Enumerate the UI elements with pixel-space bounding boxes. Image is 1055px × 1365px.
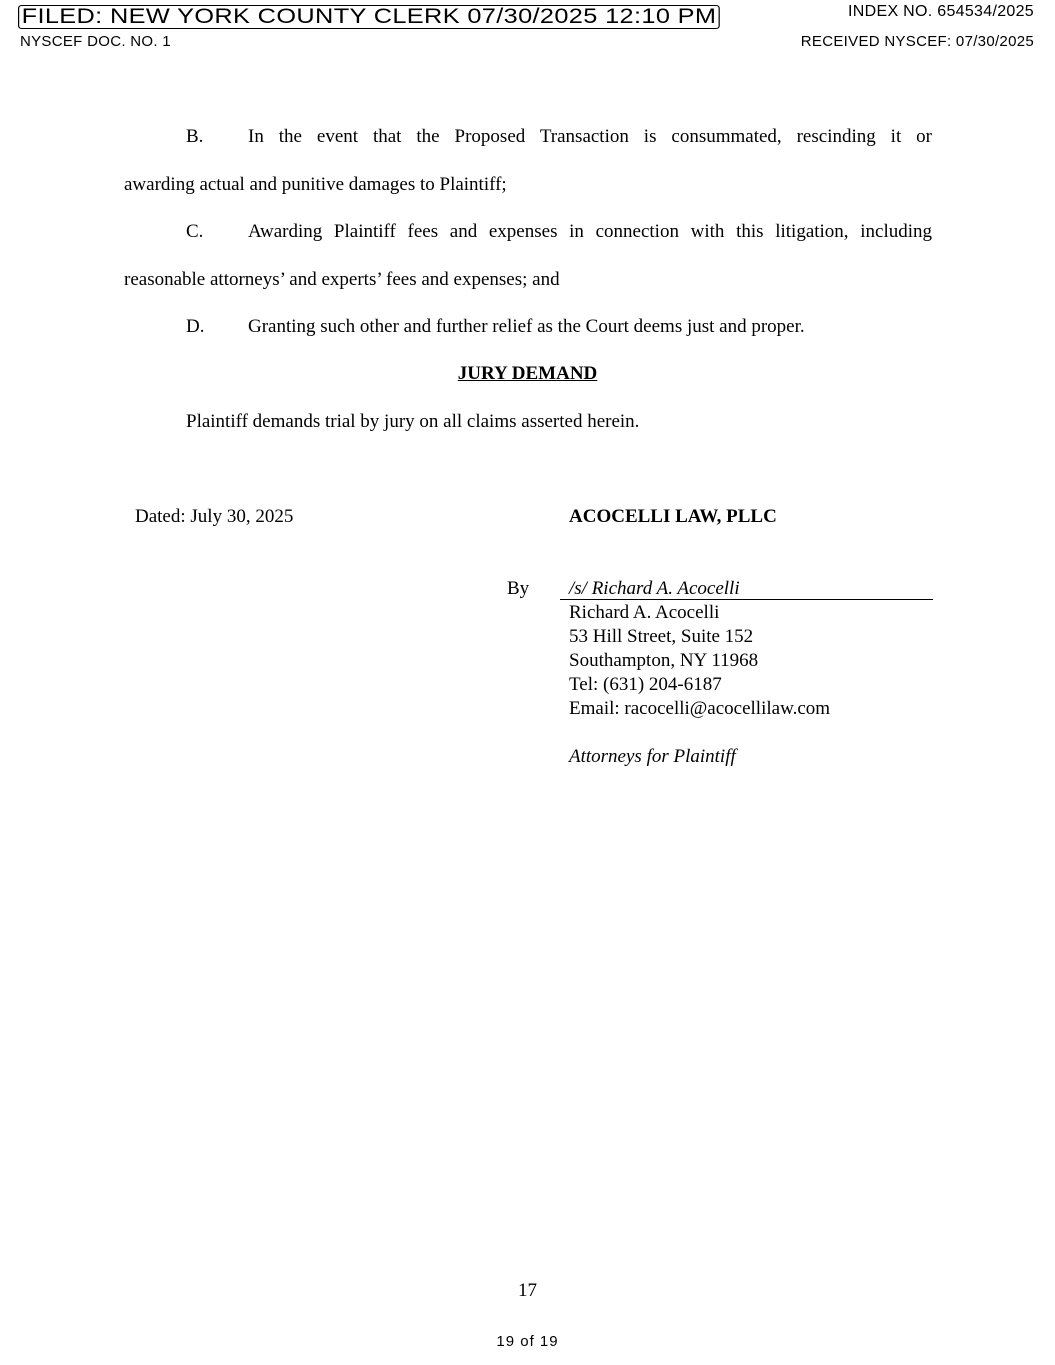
item-d-text: Granting such other and further relief as the Court deems just and proper. [248,316,805,337]
telephone: Tel: (631) 204-6187 [569,674,722,695]
attorney-name: Richard A. Acocelli [569,602,720,623]
signature: /s/ Richard A. Acocelli [569,578,740,599]
item-d-marker: D. [186,316,205,337]
item-b-marker: B. [186,126,204,147]
item-b-text-line1: In the event that the Proposed Transaction is consummated, rescinding it or [248,126,932,147]
firm-name: ACOCELLI LAW, PLLC [569,506,777,527]
address-line-1: 53 Hill Street, Suite 152 [569,626,754,647]
page-number: 17 [518,1280,537,1301]
item-b-text-line2: awarding actual and punitive damages to Plaintiff; [124,174,507,195]
signature-line [560,599,933,600]
item-c-marker: C. [186,221,204,242]
dated-line: Dated: July 30, 2025 [135,506,294,527]
jury-demand-heading: JURY DEMAND [457,363,598,384]
by-label: By [507,578,530,599]
email: Email: racocelli@acocellilaw.com [569,698,831,719]
filed-stamp: FILED: NEW YORK COUNTY CLERK 07/30/2025 12:10 PM [18,5,720,29]
address-line-2: Southampton, NY 11968 [569,650,759,671]
received-date: RECEIVED NYSCEF: 07/30/2025 [800,33,1034,50]
jury-demand-text: Plaintiff demands trial by jury on all claims asserted herein. [186,411,640,432]
index-number: INDEX NO. 654534/2025 [848,3,1034,20]
item-c-text-line2: reasonable attorneys’ and experts’ fees and expenses; and [124,269,560,290]
attorneys-for-plaintiff: Attorneys for Plaintiff [569,746,736,767]
nyscef-doc-number: NYSCEF DOC. NO. 1 [20,33,171,50]
page-of-total: 19 of 19 [496,1333,559,1350]
item-c-text-line1: Awarding Plaintiff fees and expenses in connection with this litigation, including [248,221,932,242]
